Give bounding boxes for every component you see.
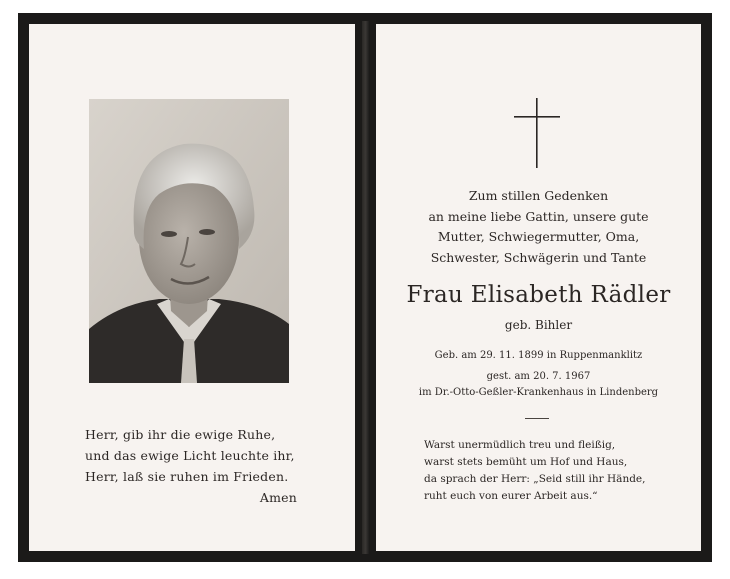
divider-line bbox=[525, 418, 549, 419]
dedication-text bbox=[376, 186, 701, 268]
card-fold bbox=[362, 21, 369, 554]
left-panel bbox=[29, 24, 355, 551]
verse-line: ruht euch von eurer Arbeit aus.“ bbox=[424, 490, 598, 502]
amen-text: Amen bbox=[259, 490, 297, 505]
prayer-line: Herr, laß sie ruhen im Frieden. bbox=[85, 469, 289, 484]
portrait-image bbox=[89, 99, 289, 383]
verse-line: Warst unermüdlich treu und fleißig, bbox=[424, 439, 616, 451]
deceased-name: Frau Elisabeth Rädler bbox=[406, 282, 671, 308]
verse-line: da sprach der Herr: „Seid still ihr Hände, bbox=[424, 473, 646, 485]
maiden-name: geb. Bihler bbox=[504, 318, 573, 332]
prayer-line: und das ewige Licht leuchte ihr, bbox=[85, 448, 295, 463]
verse-text bbox=[424, 437, 684, 505]
dedication-line: an meine liebe Gattin, unsere gute bbox=[428, 208, 649, 224]
portrait-photo bbox=[89, 99, 289, 383]
prayer-text bbox=[85, 424, 299, 508]
dedication-line: Zum stillen Gedenken bbox=[468, 188, 609, 203]
cross-icon bbox=[510, 98, 564, 168]
verse-line: warst stets bemüht um Hof und Haus, bbox=[424, 456, 628, 468]
birth-date: Geb. am 29. 11. 1899 in Ruppenmanklitz bbox=[434, 350, 643, 361]
prayer-line: Herr, gib ihr die ewige Ruhe, bbox=[85, 427, 276, 442]
death-place: im Dr.-Otto-Geßler-Krankenhaus in Lindenberg bbox=[418, 387, 659, 398]
right-panel bbox=[376, 24, 701, 551]
memorial-card bbox=[18, 13, 712, 562]
dedication-line: Mutter, Schwiegermutter, Oma, bbox=[437, 229, 640, 244]
dedication-line: Schwester, Schwägerin und Tante bbox=[430, 249, 647, 265]
death-date: gest. am 20. 7. 1967 bbox=[486, 371, 591, 382]
